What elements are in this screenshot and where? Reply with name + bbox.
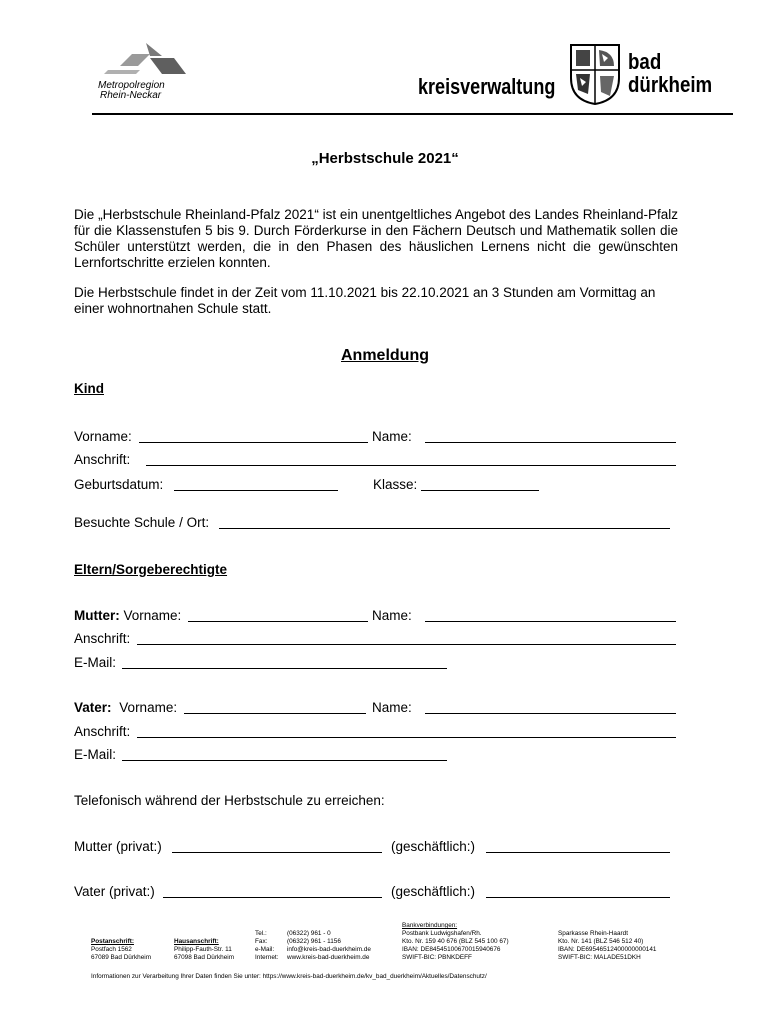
contact-label-fax: Fax: <box>255 938 268 945</box>
mutter-vorname-field[interactable] <box>188 621 368 622</box>
mutter-email-label: E-Mail: <box>74 655 117 670</box>
postanschrift-line-1: Postfach 1562 <box>91 946 132 953</box>
postanschrift-line-2: 67089 Bad Dürkheim <box>91 954 152 961</box>
vater-label: Vater: <box>74 700 112 715</box>
hausanschrift-line-1: Philipp-Fauth-Str. 11 <box>174 946 232 953</box>
date-paragraph: Die Herbstschule findet in der Zeit vom 11.10.2021 bis 22.10.2021 an 3 Stunden am Vormittag an einer wohnortnahen Schule statt. <box>74 285 656 316</box>
vater-geschaeftlich-field[interactable] <box>486 897 670 898</box>
vater-anschrift-label: Anschrift: <box>74 724 131 739</box>
bank1-line-2: Kto. Nr. 159 40 676 (BLZ 545 100 67) <box>402 938 509 945</box>
kind-geburtsdatum-field[interactable] <box>174 490 338 491</box>
bank1-line-3: IBAN: DE84545100670015940676 <box>402 946 501 953</box>
footer-datenschutz[interactable]: Informationen zur Verarbeitung Ihrer Daten finden Sie unter: https://www.kreis-bad-duerkheim.de/kv_bad_duerkheim/Aktuelles/Datenschutz/ <box>91 973 487 980</box>
eltern-heading: Eltern/Sorgeberechtigte <box>74 562 228 577</box>
vater-name-label: Name: <box>372 700 412 715</box>
vater-email-label: E-Mail: <box>74 747 117 762</box>
metropolregion-text-1: Metropolregion <box>98 80 165 91</box>
bad-wordmark: bad <box>628 49 662 74</box>
bank1-line-1: Postbank Ludwigshafen/Rh. <box>402 930 482 937</box>
hausanschrift-heading: Hausanschrift: <box>174 938 219 945</box>
kind-vorname-label: Vorname: <box>74 429 132 444</box>
kind-anschrift-label: Anschrift: <box>74 452 131 467</box>
vater-anschrift-field[interactable] <box>137 737 676 738</box>
footer-bank-2 <box>558 930 656 962</box>
vater-name-field[interactable] <box>425 713 676 714</box>
footer-bank-1 <box>402 922 509 962</box>
mutter-name-field[interactable] <box>425 621 676 622</box>
mutter-geschaeftlich-field[interactable] <box>486 852 670 853</box>
bank2-line-4: SWIFT-BIC: MALADE51DKH <box>558 954 641 961</box>
mutter-label: Mutter: <box>74 608 120 623</box>
kind-name-label: Name: <box>372 429 412 444</box>
hausanschrift-line-2: 67098 Bad Dürkheim <box>174 954 235 961</box>
bank2-line-3: IBAN: DE69546512400000000141 <box>558 946 657 953</box>
mutter-name-label: Name: <box>372 608 412 623</box>
vater-vorname-field[interactable] <box>184 713 366 714</box>
contact-value-internet[interactable]: www.kreis-bad-duerkheim.de <box>287 954 370 961</box>
kreisverwaltung-wordmark: kreisverwaltung <box>418 74 556 99</box>
intro-paragraph: Die „Herbstschule Rheinland-Pfalz 2021“ ist ein unentgeltliches Angebot des Landes Rheinland-Pfalz für die Klassenstufen 5 bis 9. Durch Förderkurse in den Fächern Deutsch und Mathematik sollen die Schüler unterstützt werden, die in den Phasen des häuslichen Lernens nicht die gewünschten Lernfortschritte erzielen konnten. <box>74 207 678 270</box>
metropolregion-text-2: Rhein-Neckar <box>100 90 162 101</box>
page-title: „Herbstschule 2021“ <box>311 150 459 167</box>
kind-schule-field[interactable] <box>219 528 670 529</box>
contact-label-email: e-Mail: <box>255 946 275 953</box>
coat-of-arms-icon <box>568 42 622 106</box>
contact-label-tel: Tel.: <box>255 930 267 937</box>
bank-heading: Bankverbindungen: <box>402 922 458 929</box>
kind-klasse-label: Klasse: <box>373 477 418 492</box>
bank2-line-1: Sparkasse Rhein-Haardt <box>558 930 628 937</box>
metropolregion-mark-icon <box>100 40 190 80</box>
footer-contact-values <box>287 930 371 962</box>
footer-contact-labels <box>255 930 278 962</box>
mutter-row <box>74 608 181 624</box>
vater-privat-label: Vater (privat:) <box>74 884 155 899</box>
bank1-line-4: SWIFT-BIC: PBNKDEFF <box>402 954 472 961</box>
anmeldung-heading: Anmeldung <box>341 347 429 364</box>
kind-heading: Kind <box>74 381 104 396</box>
bank2-line-2: Kto. Nr. 141 (BLZ 546 512 40) <box>558 938 644 945</box>
kind-geburtsdatum-label: Geburtsdatum: <box>74 477 164 492</box>
contact-label-internet: Internet: <box>255 954 279 961</box>
kind-klasse-field[interactable] <box>421 490 539 491</box>
contact-value-email[interactable]: info@kreis-bad-duerkheim.de <box>287 946 371 953</box>
kind-schule-label: Besuchte Schule / Ort: <box>74 515 210 530</box>
telefon-intro: Telefonisch während der Herbstschule zu erreichen: <box>74 793 385 808</box>
metropolregion-logo <box>95 40 195 110</box>
vater-email-field[interactable] <box>122 760 447 761</box>
vater-row <box>74 700 177 716</box>
contact-value-fax: (06322) 961 - 1156 <box>287 938 341 945</box>
header-rule <box>92 113 733 115</box>
mutter-geschaeftlich-label: (geschäftlich:) <box>391 839 476 854</box>
kreisverwaltung-logo <box>418 40 728 110</box>
mutter-email-field[interactable] <box>122 668 447 669</box>
footer-postanschrift <box>91 938 151 962</box>
contact-value-tel: (06322) 961 - 0 <box>287 930 331 937</box>
vater-privat-field[interactable] <box>163 897 382 898</box>
kind-name-field[interactable] <box>425 442 676 443</box>
mutter-anschrift-label: Anschrift: <box>74 631 131 646</box>
mutter-vorname-label: Vorname: <box>123 608 182 623</box>
vater-geschaeftlich-label: (geschäftlich:) <box>391 884 476 899</box>
durkheim-wordmark: dürkheim <box>628 72 713 97</box>
kind-vorname-field[interactable] <box>139 442 368 443</box>
mutter-privat-label: Mutter (privat:) <box>74 839 162 854</box>
postanschrift-heading: Postanschrift: <box>91 938 134 945</box>
mutter-anschrift-field[interactable] <box>137 644 676 645</box>
vater-vorname-label: Vorname: <box>119 700 178 715</box>
footer-hausanschrift <box>174 938 234 962</box>
kind-anschrift-field[interactable] <box>146 465 676 466</box>
mutter-privat-field[interactable] <box>172 852 382 853</box>
